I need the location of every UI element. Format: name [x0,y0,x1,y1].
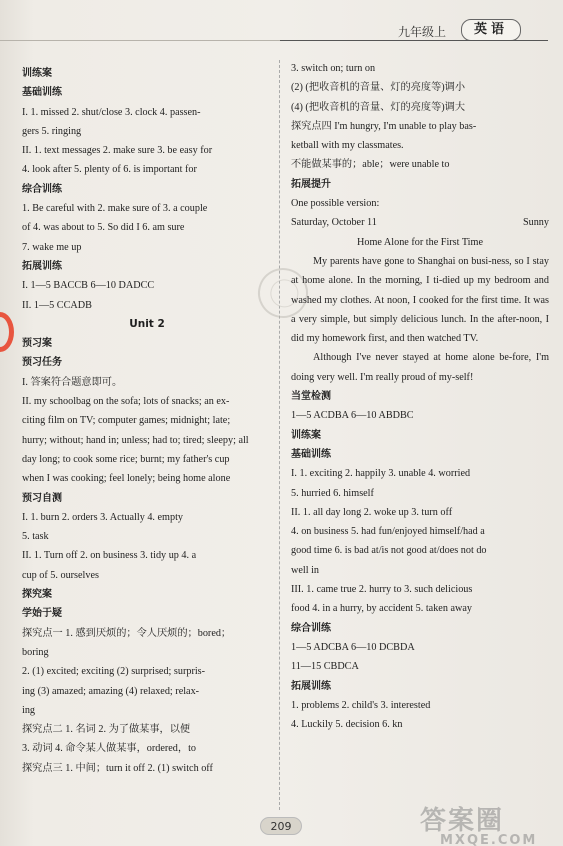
subsection-heading: 拓展训练 [22,260,62,272]
answer-line: 1—5 ACDBA 6—10 ABDBC [291,410,414,422]
answer-line: 探究点四 I'm hungry, I'm unable to play bas- [291,120,477,132]
subsection-heading: 基础训练 [22,87,62,99]
essay-paragraph: My parents have gone to Shanghai on busi-ness, so I stay at home alone. In the morning, I ti-died up my bedroom and washed my clothes. At noon, I cooked for the first time. It was a very simple, but simply delicious lunch. In the after-noon, I did my homework first, and then watched TV. [291,255,549,345]
answer-line: 7. wake me up [22,241,82,253]
essay-paragraph: Although I've never stayed at home alone be-fore, I'm doing very well. I'm really proud of my-self! [291,352,549,383]
answer-line: ing [22,704,36,716]
answer-line: I. 1. missed 2. shut/close 3. clock 4. passen- [22,106,201,118]
answer-line: 2. (1) excited; exciting (2) surprised; surpris- [22,666,206,678]
answer-line: ketball with my classmates. [291,140,404,152]
section-heading: 训练案 [291,429,321,441]
subsection-heading: 综合训练 [291,622,331,634]
subsection-heading: 基础训练 [291,448,331,460]
answer-line: 4. on business 5. had fun/enjoyed himself/had a [291,526,485,538]
essay-weather: Sunny [522,217,549,229]
answer-line: 1. Be careful with 2. make sure of 3. a couple [22,203,208,215]
answer-line: good time 6. is bad at/is not good at/does not do [291,545,487,557]
watermark-en: MXQE.COM [440,833,538,846]
answer-line: of 4. was about to 5. So did I 6. am sure [22,222,185,234]
essay-title: Home Alone for the First Time [357,236,483,248]
answer-line: II. my schoolbag on the sofa; lots of snacks; an ex- [22,396,230,408]
answer-line: 探究点三 1. 中间；turn it off 2. (1) switch off [22,762,213,774]
section-heading: 预习案 [22,338,52,350]
section-heading: 训练案 [22,68,52,79]
answer-line: (2) (把收音机的音量、灯的亮度等)调小 [291,82,466,94]
answer-line: 1—5 ADCBA 6—10 DCBDA [291,641,415,653]
essay-date: Saturday, October 11 [291,217,377,229]
header-rule-right [280,40,548,41]
answer-line: I. 答案符合题意即可。 [22,376,123,388]
unit-title: Unit 2 [129,317,165,330]
answer-line: ing (3) amazed; amazing (4) relaxed; relax- [22,685,200,697]
answer-line: hurry; without; hand in; unless; had to; tired; sleepy; all [22,434,249,446]
answer-line: 4. Luckily 5. decision 6. kn [291,719,403,731]
answer-line: II. 1. Turn off 2. on business 3. tidy up 4. a [22,550,197,562]
header-grade: 九年级上 [398,25,447,39]
answer-line: 3. switch on; turn on [291,63,376,74]
answer-line: II. 1. text messages 2. make sure 3. be easy for [22,145,213,157]
answer-line: 5. hurried 6. himself [291,487,374,499]
answer-line: when I was cooking; feel lonely; being home alone [22,473,231,485]
subsection-heading: 预习任务 [22,357,62,369]
subsection-heading: 拓展训练 [291,680,331,692]
answer-line: II. 1. all day long 2. woke up 3. turn off [291,506,453,518]
answer-line: 1. problems 2. child's 3. interested [291,699,431,711]
subsection-heading: 综合训练 [22,183,62,195]
answer-line: cup of 5. ourselves [22,569,99,581]
answer-line: I. 1. exciting 2. happily 3. unable 4. worried [291,468,471,480]
answer-line: 不能做某事的；able；were unable to [291,159,450,171]
answer-line: I. 1—5 BACCB 6—10 DADCC [22,280,155,292]
subsection-heading: 当堂检测 [291,391,331,403]
watermark-cn: 答案圈 [420,806,505,836]
answer-line: I. 1. burn 2. orders 3. Actually 4. empty [22,511,183,523]
answer-line: boring [22,646,49,658]
binding-ring-icon [0,312,14,352]
right-column [291,59,549,734]
answer-line: food 4. in a hurry, by accident 5. taken away [291,603,472,615]
answer-line: 探究点二 1. 名词 2. 为了做某事，以便 [22,724,191,736]
answer-line: 3. 动词 4. 命令某人做某事，ordered，to [22,743,197,755]
page-number: 209 [260,817,302,835]
answer-line: 探究点一 1. 感到厌烦的；令人厌烦的；bored； [22,627,232,639]
answer-line: 5. task [22,531,49,543]
header-subject-badge: 英语 [461,19,521,41]
section-heading: 探究案 [22,589,52,601]
answer-line: II. 1—5 CCADB [22,299,92,311]
subsection-heading: 预习自测 [22,492,62,504]
column-divider [279,60,280,810]
header-rule-left [0,40,280,41]
watermark-logo [420,800,560,846]
subsection-heading: 拓展提升 [291,178,331,190]
answer-line: day long; to cook some rice; burnt; my father's cup [22,453,230,465]
answer-line: 11—15 CBDCA [291,661,359,673]
answer-line: III. 1. came true 2. hurry to 3. such delicious [291,584,473,596]
answer-line: citing film on TV; computer games; midnight; late; [22,415,231,427]
answer-line: well in [291,564,320,576]
answer-line: 4. look after 5. plenty of 6. is important for [22,164,197,176]
subsection-heading: 学始于疑 [22,608,62,620]
essay-date-row [291,213,549,232]
answer-line: One possible version: [291,198,380,210]
left-column [22,64,272,778]
answer-line: (4) (把收音机的音量、灯的亮度等)调大 [291,101,466,113]
answer-line: gers 5. ringing [22,125,82,137]
